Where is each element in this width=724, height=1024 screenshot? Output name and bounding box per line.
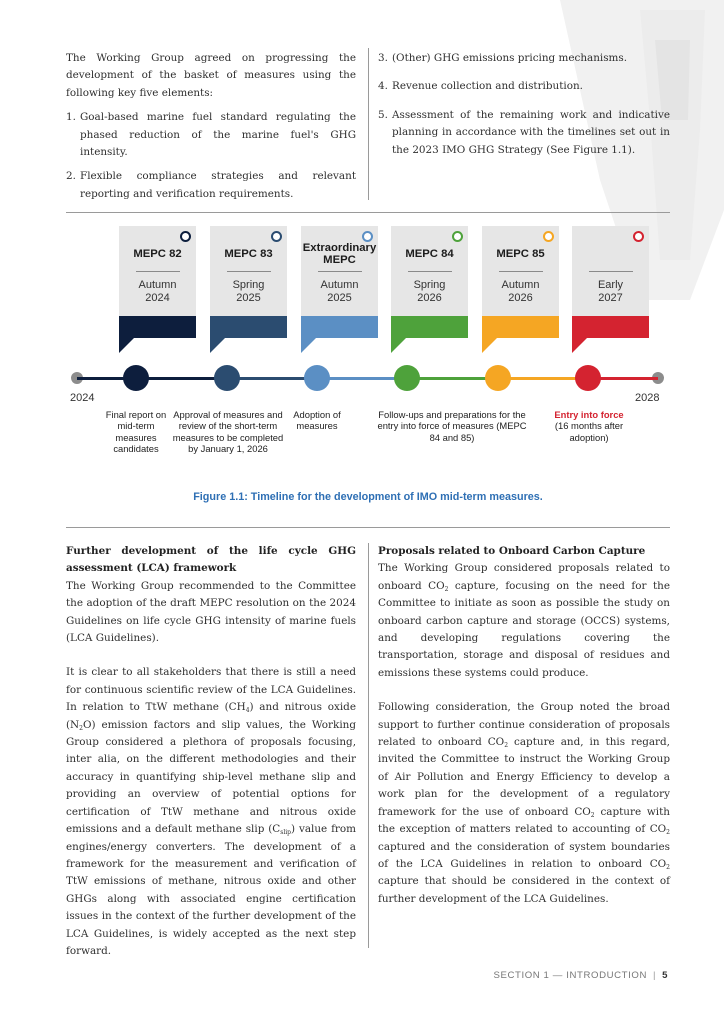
milestone-color-bar: [572, 316, 649, 338]
top-left-column: [66, 50, 356, 210]
milestone-season: Spring: [413, 279, 446, 291]
occs-section-title: Proposals related to Onboard Carbon Capture: [378, 545, 646, 557]
list-number: 3.: [378, 52, 388, 64]
lca-paragraph-1: The Working Group recommended to the Committee the adoption of the draft MEPC resolution on the 2024 Guidelines on life cycle GHG intensity of marine fuels (LCA Guidelines).: [66, 579, 356, 645]
milestone-card: [301, 226, 378, 338]
milestone-name: Extraordinary MEPC: [302, 241, 377, 266]
list-item: [378, 78, 670, 95]
list-number: 5.: [378, 108, 388, 121]
milestone-color-bar: [301, 316, 378, 338]
page-number: 5: [662, 970, 668, 981]
milestone-card: [119, 226, 196, 338]
milestone-season: Autumn: [138, 279, 177, 291]
timeline-start-year: 2024: [70, 392, 95, 404]
milestone-marker-icon: [543, 231, 554, 242]
milestone-year: 2026: [508, 292, 533, 304]
milestone-name: MEPC 83: [224, 247, 273, 260]
milestone-marker-icon: [271, 231, 282, 242]
milestone-pointer: [482, 338, 497, 353]
milestone-description: Adoption of measures: [293, 409, 341, 432]
intro-paragraph: The Working Group agreed on progressing the development of the basket of measures using the following key five elements:: [66, 52, 356, 99]
lca-section-title: Further development of the life cycle GHG assessment (LCA) framework: [66, 545, 356, 575]
milestone-circle: [123, 365, 149, 391]
list-text: (Other) GHG emissions pricing mechanisms.: [392, 52, 628, 64]
milestone-pointer: [391, 338, 406, 353]
list-item: [66, 109, 356, 161]
milestone-pointer: [572, 338, 587, 353]
milestone-marker-icon: [452, 231, 463, 242]
milestone-year: 2026: [417, 292, 442, 304]
milestone-marker-icon: [180, 231, 191, 242]
milestone-description: Approval of measures and review of the short-term measures to be completed by January 1, 2026: [172, 409, 284, 454]
milestone-circle: [394, 365, 420, 391]
list-text: Goal-based marine fuel standard regulating the phased reduction of the marine fuel's GHG intensity.: [80, 111, 356, 159]
milestone-color-bar: [391, 316, 468, 338]
milestone-name: [572, 241, 649, 267]
milestone-pointer: [210, 338, 225, 353]
section-divider-bottom: [66, 527, 670, 528]
milestone-color-bar: [210, 316, 287, 338]
milestone-description-title: Entry into force: [554, 409, 624, 420]
milestone-color-bar: [482, 316, 559, 338]
milestone-description-text: (16 months after adoption): [554, 420, 624, 443]
milestone-card: [572, 226, 649, 338]
milestone-description: Final report on mid-term measures candidates: [105, 409, 167, 454]
milestone-pointer: [119, 338, 134, 353]
milestone-marker-icon: [362, 231, 373, 242]
milestone-season: Autumn: [320, 279, 359, 291]
footer-section: SECTION 1 — INTRODUCTION: [493, 970, 647, 981]
milestone-name: MEPC 84: [405, 247, 454, 260]
list-item: [378, 50, 670, 67]
bottom-left-column: [66, 543, 356, 960]
milestone-circle: [575, 365, 601, 391]
milestone-pointer: [301, 338, 316, 353]
milestone-year: 2025: [327, 292, 352, 304]
milestone-year: 2024: [145, 292, 170, 304]
elements-list-part2: [378, 50, 670, 159]
milestone-circle: [304, 365, 330, 391]
list-number: 2.: [66, 170, 76, 183]
milestone-name: MEPC 85: [496, 247, 545, 260]
milestone-card: [210, 226, 287, 338]
occs-paragraph-1: The Working Group considered proposals related to onboard $CO_2$ capture, focusing on the need for the Committee to initiate as soon as possible the study on onboard carbon capture and storage (OCCS) systems, and developing regulations covering the transportation, storage and disposal of residues and emissions these systems could produce.: [378, 562, 670, 679]
occs-paragraph-2: Following consideration, the Group noted the broad support to further continue consideration of proposals related to onboard $CO_2$ capture and, in this regard, invited the Committee to instruct the Working Group of Air Pollution and Energy Efficiency to develop a work plan for the development of a regulatory framework for the use of onboard $CO_2$ capture with the exception of matters related to accounting of $CO_2$ captured and the consideration of system boundaries of the LCA Guidelines in relation to onboard $CO_2$ capture that should be considered in the context of further development of the LCA Guidelines.: [378, 701, 670, 905]
milestone-color-bar: [119, 316, 196, 338]
timeline-end-year: 2028: [635, 392, 660, 404]
milestone-name: MEPC 82: [133, 247, 182, 260]
lca-paragraph-2: It is clear to all stakeholders that there is still a need for continuous scientific review of the LCA Guidelines. In relation to TtW methane $(CH_4)$ and nitrous oxide $(N_2O)$ emission factors and slip values, the Working Group considered a plethora of proposals focusing, inter alia, on the different methodologies and their accuracy in quantifying ship-level methane slip and providing an overview of potential options for certification of TtW methane and nitrous oxide emissions and a default methane slip $(C_{slip})$ value from engines/energy converters. The development of a framework for the measurement and verification of TtW emissions of methane, nitrous oxide and other GHGs along with associated engine certification issues in the context of the further development of the LCA Guidelines, is widely accepted as the next step forward.: [66, 666, 357, 957]
milestone-card: [482, 226, 559, 338]
list-text: Flexible compliance strategies and relevant reporting and verification requirements.: [80, 170, 356, 200]
milestone-season: Spring: [232, 279, 265, 291]
timeline-figure: [66, 226, 670, 486]
list-text: Assessment of the remaining work and indicative planning in accordance with the timelines set out in the 2023 IMO GHG Strategy (See Figure 1.1).: [392, 108, 670, 156]
milestone-description: Follow-ups and preparations for the entry into force of measures (MEPC 84 and 85): [377, 409, 527, 443]
milestone-year: 2025: [236, 292, 261, 304]
milestone-season: Early: [597, 279, 624, 291]
section-divider-top: [66, 212, 670, 213]
top-right-column: [378, 50, 670, 166]
milestone-circle: [485, 365, 511, 391]
milestone-card: [391, 226, 468, 338]
elements-list-part1: [66, 109, 356, 203]
milestone-year: 2027: [598, 292, 623, 304]
milestone-description: [544, 409, 634, 443]
milestone-circle: [214, 365, 240, 391]
figure-caption: Figure 1.1: Timeline for the development of IMO mid-term measures.: [193, 491, 543, 503]
list-item: [378, 107, 670, 159]
milestone-marker-icon: [633, 231, 644, 242]
column-divider: [368, 48, 369, 200]
milestone-season: Autumn: [501, 279, 540, 291]
list-text: Revenue collection and distribution.: [392, 80, 583, 93]
bottom-right-column: [378, 543, 670, 908]
list-item: [66, 168, 356, 203]
list-number: 1.: [66, 111, 76, 124]
list-number: 4.: [378, 80, 388, 93]
column-divider: [368, 543, 369, 948]
page-footer: SECTION 1 — INTRODUCTION | 5: [493, 970, 668, 981]
